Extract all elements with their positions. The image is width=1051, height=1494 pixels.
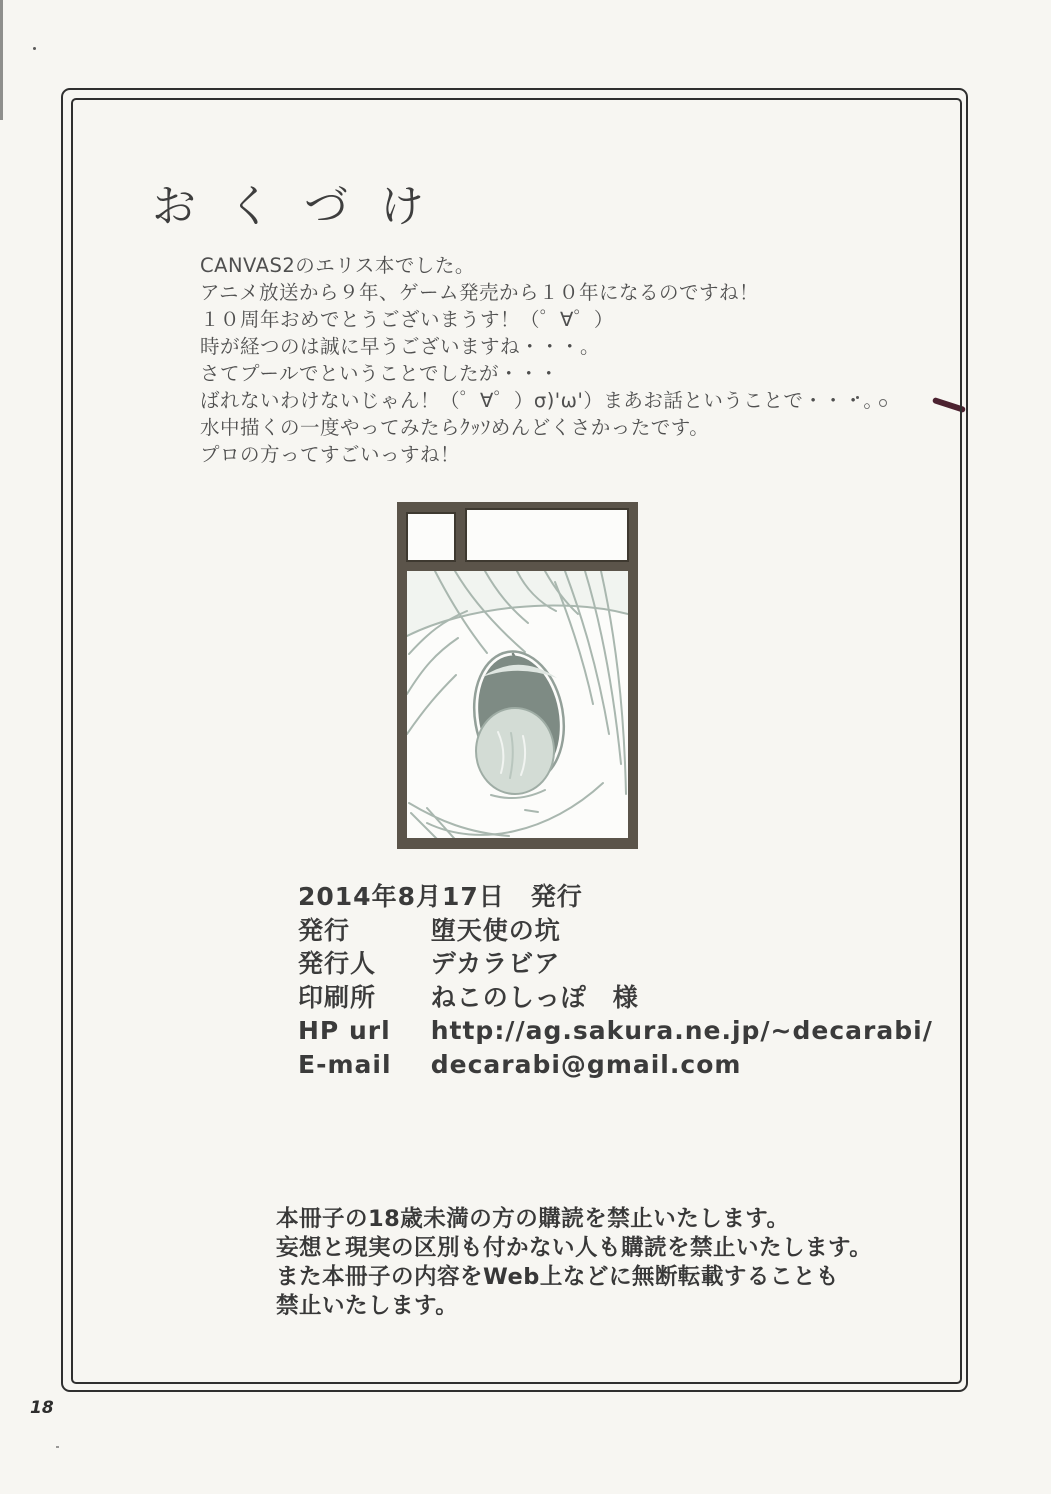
afterword-line: CANVAS2のエリス本でした。 (200, 254, 475, 277)
afterword-line: １０周年おめでとうございまうす！（゜∀゜） (200, 308, 614, 331)
afterword-line: 水中描くの一度やってみたらｸｯｿめんどくさかったです。 (200, 416, 710, 439)
afterword-line: さてプールでということでしたが・・・ (200, 362, 560, 385)
colophon-value: 堕天使の坑 (430, 915, 561, 945)
afterword-line: プロの方ってすごいっすね！ (200, 443, 461, 466)
scan-speck (56, 1446, 59, 1448)
artwork-tongue (476, 708, 554, 794)
colophon-label: 印刷所 (298, 982, 377, 1012)
scan-speck (33, 47, 36, 50)
disclaimer-line: 本冊子の18歳未満の方の購読を禁止いたします。 (276, 1206, 790, 1232)
colophon-block (298, 880, 933, 1081)
disclaimer-line: 禁止いたします。 (276, 1293, 459, 1319)
colophon-label: 発行 (298, 915, 351, 945)
afterword-text (200, 252, 920, 468)
colophon-email: decarabi@gmail.com (430, 1049, 742, 1079)
disclaimer-line: また本冊子の内容をWeb上などに無断転載することも (276, 1264, 839, 1290)
panel-cell-right (466, 509, 628, 561)
page-title: おくづけ (152, 181, 456, 232)
afterword-line: ばれないわけないじゃん！（゜∀゜）σ)'ω'）まあお話ということで・・・。 (200, 389, 884, 412)
colophon-label: E-mail (298, 1049, 392, 1079)
colophon-row-homepage (298, 1014, 933, 1048)
colophon-row-author (298, 947, 933, 981)
colophon-value: デカラビア (430, 949, 561, 978)
colophon-row-printer (298, 981, 933, 1015)
page-number: 18 (30, 1398, 54, 1418)
afterword-line: 時が経つのは誠に早うございますね・・・。 (200, 335, 601, 358)
afterword-line: アニメ放送から９年、ゲーム発売から１０年になるのですね！ (200, 281, 760, 304)
colophon-label: 発行人 (298, 949, 377, 978)
colophon-value: ねこのしっぽ 様 (430, 982, 639, 1012)
scan-edge-artifact (0, 0, 3, 120)
panel-cell-left (407, 513, 455, 561)
disclaimer-block (276, 1205, 872, 1321)
illustration-okuzuke-panel (397, 502, 638, 849)
colophon-url: http://ag.sakura.ne.jp/~decarabi/ (430, 1016, 933, 1045)
colophon-row-publisher (298, 914, 933, 948)
colophon-label: HP url (298, 1016, 391, 1045)
colophon-date-line: 2014年8月17日 発行 (298, 882, 583, 911)
disclaimer-line: 妄想と現実の区別も付かない人も購読を禁止いたします。 (276, 1235, 873, 1261)
colophon-row-email (298, 1048, 933, 1082)
